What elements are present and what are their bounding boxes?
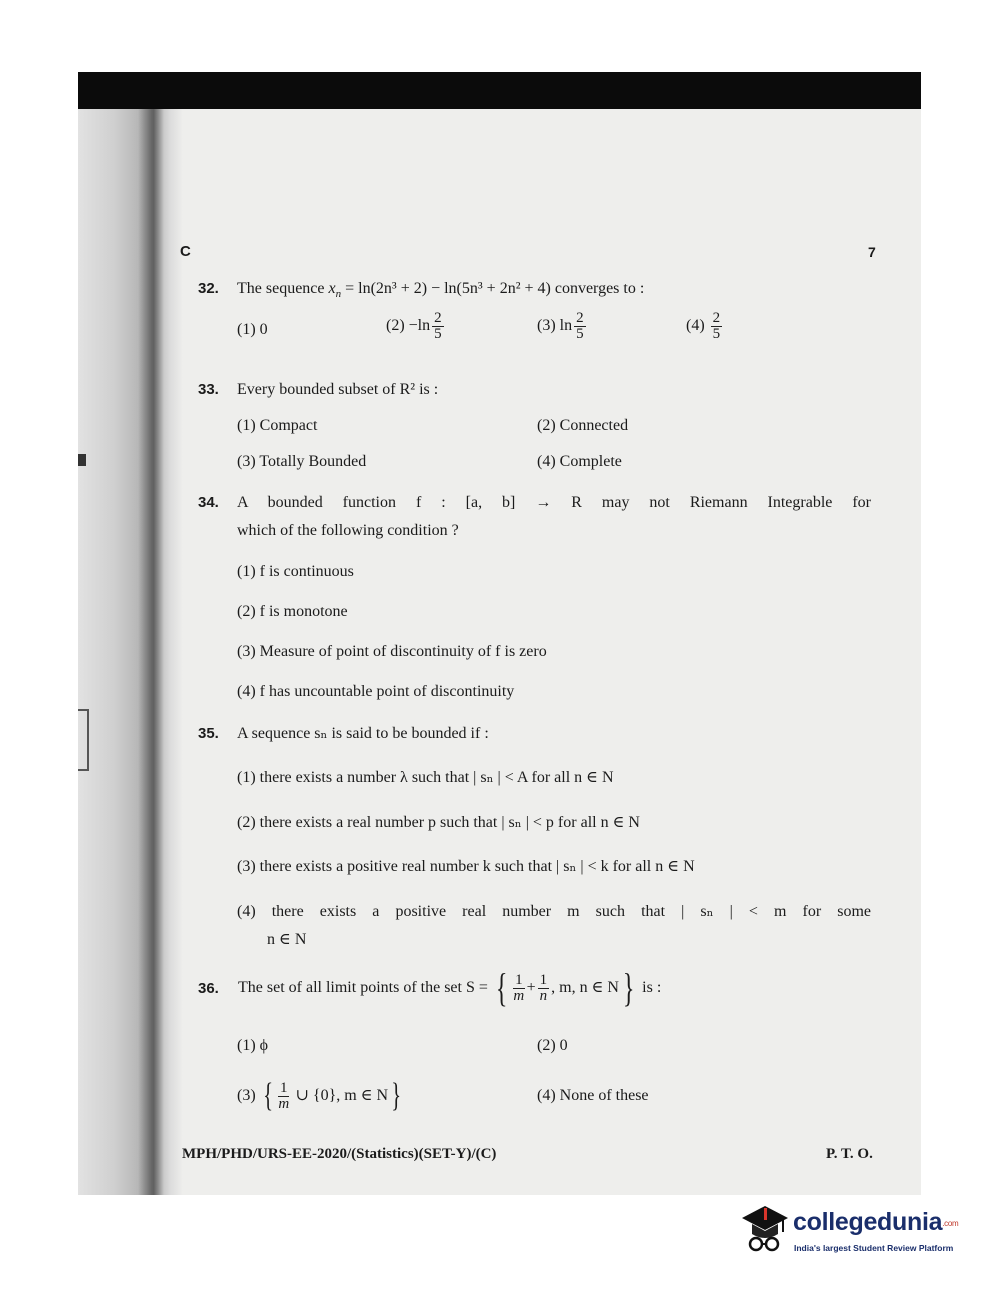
question-35-text: A sequence sₙ is said to be bounded if : xyxy=(237,725,489,742)
q32-option-1 xyxy=(237,320,268,340)
question-32-text xyxy=(237,279,644,304)
q36-option-2: (2) 0 xyxy=(537,1037,568,1054)
q36-option-4: (4) None of these xyxy=(537,1087,649,1104)
q32-option-2-label: (2) xyxy=(386,317,405,335)
question-34-number: 34. xyxy=(198,494,219,511)
q32-option-1-label: (1) xyxy=(237,321,256,338)
graduate-cap-icon xyxy=(738,1200,792,1256)
set-fraction-1-over-n xyxy=(538,973,550,1004)
edge-mark xyxy=(78,454,86,466)
page-number: 7 xyxy=(868,244,876,260)
q32-option-3-label: (3) xyxy=(537,317,556,335)
logo-com: .com xyxy=(942,1218,959,1228)
q32-option-4-fraction xyxy=(711,311,723,342)
footer-pto: P. T. O. xyxy=(826,1146,873,1162)
set-fraction-1-over-m xyxy=(513,973,525,1004)
q35-option-4-continuation: n ∈ N xyxy=(267,931,307,948)
q32-option-3-ln: ln xyxy=(559,317,573,335)
edge-bracket xyxy=(78,709,89,771)
fraction-numerator: 2 xyxy=(434,310,442,326)
q35-option-1: (1) there exists a number λ such that | sₙ | < A for all n ∈ N xyxy=(237,769,614,786)
fraction-denominator: m xyxy=(513,987,525,1004)
q36-option-3-tail: ∪ {0}, m ∈ N xyxy=(291,1087,389,1104)
q34-option-4: (4) f has uncountable point of discontinuity xyxy=(237,683,515,700)
left-brace-icon: { xyxy=(262,1077,273,1115)
question-32-formula: = ln(2n³ + 2) − ln(5n³ + 2n² + 4) converges to : xyxy=(341,280,645,297)
q35-option-3: (3) there exists a positive real number k such that | sₙ | < k for all n ∈ N xyxy=(237,858,695,875)
footer-paper-code: MPH/PHD/URS-EE-2020/(Statistics)(SET-Y)/(C) xyxy=(182,1146,497,1162)
q33-option-3: (3) Totally Bounded xyxy=(237,453,367,470)
q35-option-2: (2) there exists a real number p such that | sₙ | < p for all n ∈ N xyxy=(237,814,640,831)
q32-option-2-ln: −ln xyxy=(408,317,431,335)
fraction-numerator: 2 xyxy=(712,310,721,326)
fraction-numerator: 1 xyxy=(515,971,523,988)
question-35-number: 35. xyxy=(198,725,219,742)
q32-option-3 xyxy=(537,311,588,342)
question-36-text-pre: The set of all limit points of the set S = xyxy=(238,979,492,996)
logo-name: collegedunia xyxy=(793,1208,943,1236)
q36-option-3-fraction xyxy=(278,1081,290,1112)
plus-sign: + xyxy=(526,979,536,996)
q32-option-4 xyxy=(686,311,724,342)
page-set-letter: C xyxy=(180,243,191,260)
q32-option-1-value: 0 xyxy=(259,321,268,338)
fraction-numerator: 2 xyxy=(576,310,584,326)
binding-shadow xyxy=(138,109,164,1195)
question-36-text xyxy=(238,965,662,1011)
q36-option-1-value: ϕ xyxy=(259,1037,269,1054)
fraction-denominator: 5 xyxy=(712,326,721,342)
logo-tagline: India's largest Student Review Platform xyxy=(794,1243,954,1253)
left-brace-icon: { xyxy=(495,965,508,1011)
scan-top-bar xyxy=(78,72,921,109)
q32-option-2-fraction xyxy=(432,311,444,342)
q34-option-2: (2) f is monotone xyxy=(237,603,348,620)
q32-option-3-fraction xyxy=(574,311,586,342)
collegedunia-logo xyxy=(738,1200,963,1260)
right-brace-icon: } xyxy=(391,1077,402,1115)
fraction-numerator: 1 xyxy=(539,971,548,988)
logo-wordmark xyxy=(793,1208,958,1237)
question-36-text-post: is : xyxy=(638,979,662,996)
q36-option-3-label: (3) xyxy=(237,1087,256,1104)
question-32-text-pre: The sequence xyxy=(237,280,329,297)
q33-option-1: (1) Compact xyxy=(237,417,318,434)
fraction-denominator: 5 xyxy=(434,326,442,342)
question-33-text: Every bounded subset of R² is : xyxy=(237,381,439,398)
q35-option-4: (4) there exists a positive real number m such that | sₙ | < m for some xyxy=(237,903,871,920)
question-36-number: 36. xyxy=(198,980,219,997)
question-32-sub: n xyxy=(335,288,342,301)
fraction-numerator: 1 xyxy=(279,1079,288,1096)
binding-gutter xyxy=(78,109,183,1195)
right-brace-icon: } xyxy=(622,965,635,1011)
q32-option-2 xyxy=(386,311,446,342)
set-condition: , m, n ∈ N xyxy=(551,979,619,996)
question-33-number: 33. xyxy=(198,381,219,398)
question-32-var: x xyxy=(328,280,336,297)
q32-option-4-label: (4) xyxy=(686,317,705,335)
question-32-number: 32. xyxy=(198,280,219,297)
q36-option-1-label: (1) xyxy=(237,1037,256,1054)
q36-option-1 xyxy=(237,1036,268,1056)
q34-option-3: (3) Measure of point of discontinuity of f is zero xyxy=(237,643,547,660)
fraction-denominator: 5 xyxy=(576,326,584,342)
fraction-denominator: n xyxy=(539,987,548,1004)
q36-option-3 xyxy=(237,1078,404,1114)
question-34-line-1: A bounded function f : [a, b] → R may not Riemann Integrable for xyxy=(237,494,871,511)
question-34-line-2: which of the following condition ? xyxy=(237,522,459,539)
q33-option-2: (2) Connected xyxy=(537,417,629,434)
q34-option-1: (1) f is continuous xyxy=(237,563,354,580)
q33-option-4: (4) Complete xyxy=(537,453,622,470)
fraction-denominator: m xyxy=(278,1095,290,1112)
